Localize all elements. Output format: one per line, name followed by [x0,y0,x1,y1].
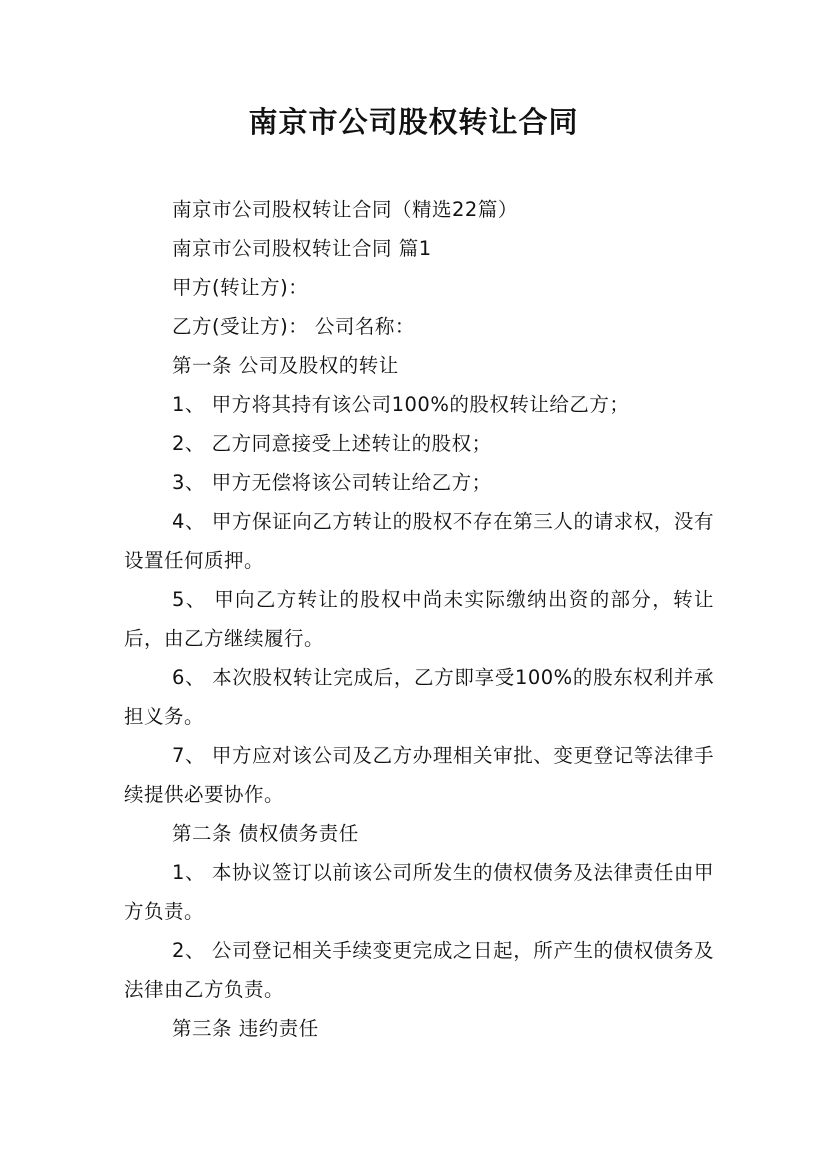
paragraph-item: 2、 公司登记相关手续变更完成之日起，所产生的债权债务及法律由乙方负责。 [124,939,714,1001]
paragraph-article-2: 第二条 债权债务责任 [172,822,359,845]
paragraph-item: 1、 本协议签订以前该公司所发生的债权债务及法律责任由甲方负责。 [124,861,714,923]
paragraph-article-3: 第三条 违约责任 [172,1017,319,1040]
paragraph-article-1: 第一条 公司及股权的转让 [172,354,399,377]
document-title: 南京市公司股权转让合同 [248,105,579,139]
document-body [124,190,714,1048]
paragraph-item: 5、 甲向乙方转让的股权中尚未实际缴纳出资的部分，转让后，由乙方继续履行。 [124,588,714,650]
paragraph-item: 2、 乙方同意接受上述转让的股权； [172,432,492,455]
paragraph-party-a: 甲方(转让方)： [172,276,309,299]
paragraph-item: 7、 甲方应对该公司及乙方办理相关审批、变更登记等法律手续提供必要协作。 [124,744,714,806]
paragraph-item: 6、 本次股权转让完成后，乙方即享受100%的股东权利并承担义务。 [124,666,714,728]
paragraph-party-b: 乙方(受让方)： 公司名称： [172,315,415,338]
paragraph-subtitle: 南京市公司股权转让合同（精选22篇） [172,198,518,221]
paragraph-section-heading: 南京市公司股权转让合同 篇1 [172,237,432,260]
paragraph-item: 4、 甲方保证向乙方转让的股权不存在第三人的请求权，没有设置任何质押。 [124,510,714,572]
paragraph-item: 3、 甲方无偿将该公司转让给乙方； [172,471,492,494]
paragraph-item: 1、 甲方将其持有该公司100%的股权转让给乙方； [172,393,630,416]
